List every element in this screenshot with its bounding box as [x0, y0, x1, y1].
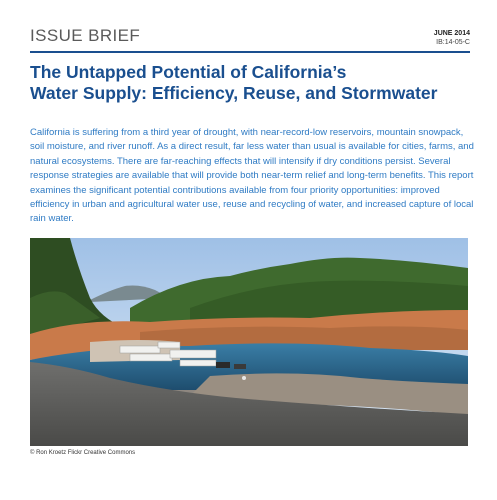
title-line-2: Water Supply: Efficiency, Reuse, and Stormwater: [30, 83, 438, 103]
issue-brief-label: ISSUE BRIEF: [30, 26, 141, 45]
page-title: [30, 62, 475, 104]
reservoir-photo: [30, 238, 468, 446]
header-divider: [30, 51, 470, 53]
summary-paragraph: California is suffering from a third year of drought, with near-record-low reservoirs, mountain snowpack, soil moisture, and river runoff. As a direct result, far less water than usual is available for cities, farms, and natural ecosystems. There are far-reaching effects that will intensify if dry conditions persist. Several response strategies are available that will provide both near-term relief and long-term benefits. This report examines the significant potential contributions available from four priority opportunities: improved efficiency in urban and agricultural water use, reuse and recycling of water, and increased capture of local rain water.: [30, 127, 474, 225]
header: [30, 26, 470, 50]
title-line-1: The Untapped Potential of California’s: [30, 62, 347, 82]
publication-date: JUNE 2014: [433, 30, 470, 37]
issue-brief-number: IB:14-05-C: [436, 39, 470, 46]
photo-credit: © Ron Kroetz Flickr Creative Commons: [30, 450, 136, 456]
